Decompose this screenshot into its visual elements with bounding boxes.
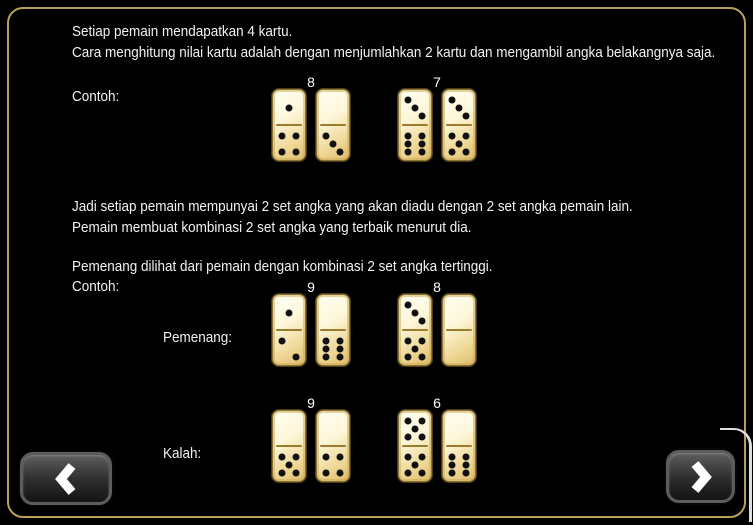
contoh-label-2: Contoh: — [72, 279, 120, 295]
pip — [419, 469, 426, 476]
row-label-kalah: Kalah: — [163, 446, 202, 462]
pip — [404, 417, 411, 424]
pip — [448, 96, 455, 103]
pip — [463, 461, 470, 468]
pip — [278, 148, 285, 155]
domino-half-top — [273, 295, 305, 329]
pip — [412, 104, 419, 111]
instruction-line-4: Pemain membuat kombinasi 2 set angka yang terbaik menurut dia. — [72, 220, 472, 236]
pip — [322, 353, 329, 360]
example-row-contoh — [0, 74, 753, 184]
domino-half-top — [273, 411, 305, 445]
domino-card — [316, 410, 350, 482]
pip — [419, 132, 426, 139]
pip — [404, 453, 411, 460]
pip — [419, 317, 426, 324]
domino-card — [316, 89, 350, 161]
pair-cards — [398, 294, 476, 366]
pip — [463, 112, 470, 119]
pip — [463, 132, 470, 139]
domino-card — [442, 410, 476, 482]
contoh-label-1: Contoh: — [72, 89, 120, 105]
pip — [337, 148, 344, 155]
pip — [293, 353, 300, 360]
pip — [404, 337, 411, 344]
domino-half-bottom — [317, 447, 349, 481]
example-row-pemenang — [0, 279, 753, 389]
pip — [293, 453, 300, 460]
pip — [404, 140, 411, 147]
pair-total-label: 9 — [307, 395, 315, 411]
pip — [448, 132, 455, 139]
pip — [419, 453, 426, 460]
domino-card — [442, 89, 476, 161]
next-button[interactable] — [666, 450, 735, 503]
domino-pairs-container — [0, 395, 753, 505]
pip — [412, 461, 419, 468]
pip — [278, 453, 285, 460]
domino-card — [398, 89, 432, 161]
row-label-pemenang: Pemenang: — [163, 330, 232, 346]
pair-cards — [398, 89, 476, 161]
pip — [278, 469, 285, 476]
pip — [404, 301, 411, 308]
pair-total-label: 8 — [433, 279, 441, 295]
pip — [456, 140, 463, 147]
pip — [463, 453, 470, 460]
example-row-kalah — [0, 395, 753, 505]
domino-card — [442, 294, 476, 366]
pip — [337, 353, 344, 360]
pip — [463, 148, 470, 155]
instruction-line-1: Setiap pemain mendapatkan 4 kartu. — [72, 24, 293, 40]
chevron-left-icon — [53, 462, 79, 496]
domino-half-bottom — [273, 331, 305, 365]
domino-half-bottom — [399, 126, 431, 160]
domino-half-top — [317, 90, 349, 124]
pip — [293, 469, 300, 476]
pip — [456, 104, 463, 111]
pip — [293, 148, 300, 155]
pip — [448, 469, 455, 476]
domino-card — [398, 294, 432, 366]
pip — [419, 112, 426, 119]
pip — [412, 425, 419, 432]
domino-pairs-container — [0, 279, 753, 389]
pip — [337, 469, 344, 476]
pair-total-label: 6 — [433, 395, 441, 411]
pip — [286, 461, 293, 468]
domino-half-bottom — [317, 331, 349, 365]
instruction-line-3: Jadi setiap pemain mempunyai 2 set angka yang akan diadu dengan 2 set angka pemain lain. — [72, 199, 633, 215]
pip — [322, 337, 329, 344]
domino-half-top — [317, 411, 349, 445]
pair-total-label: 7 — [433, 74, 441, 90]
pip — [404, 433, 411, 440]
pair-total-label: 8 — [307, 74, 315, 90]
domino-half-top — [443, 411, 475, 445]
pip — [412, 309, 419, 316]
domino-card — [272, 89, 306, 161]
domino-card — [398, 410, 432, 482]
pip — [322, 469, 329, 476]
instruction-line-2: Cara menghitung nilai kartu adalah dengan menjumlahkan 2 kartu dan mengambil angka belakangnya saja. — [72, 45, 716, 61]
pip — [337, 337, 344, 344]
domino-half-top — [317, 295, 349, 329]
domino-half-top — [443, 295, 475, 329]
domino-pairs-container — [0, 74, 753, 184]
pip — [322, 453, 329, 460]
pip — [322, 132, 329, 139]
domino-card — [316, 294, 350, 366]
domino-half-bottom — [443, 331, 475, 365]
pip — [286, 309, 293, 316]
pip — [419, 353, 426, 360]
pip — [419, 148, 426, 155]
pip — [337, 345, 344, 352]
domino-half-top — [399, 411, 431, 445]
domino-half-bottom — [443, 126, 475, 160]
pair-cards — [272, 294, 350, 366]
domino-half-top — [273, 90, 305, 124]
pair-cards — [398, 410, 476, 482]
domino-half-bottom — [399, 447, 431, 481]
pip — [448, 461, 455, 468]
pip — [278, 337, 285, 344]
pair-total-label: 9 — [307, 279, 315, 295]
pip — [404, 96, 411, 103]
pip — [337, 453, 344, 460]
pip — [419, 417, 426, 424]
chevron-right-icon — [688, 460, 714, 494]
domino-half-top — [399, 295, 431, 329]
pair-cards — [272, 410, 350, 482]
pip — [412, 345, 419, 352]
domino-card — [272, 294, 306, 366]
domino-half-top — [443, 90, 475, 124]
pip — [404, 132, 411, 139]
pip — [278, 132, 285, 139]
pair-cards — [272, 89, 350, 161]
domino-half-bottom — [443, 447, 475, 481]
pip — [404, 148, 411, 155]
pip — [419, 433, 426, 440]
pip — [448, 148, 455, 155]
prev-button[interactable] — [20, 452, 112, 505]
domino-half-bottom — [317, 126, 349, 160]
domino-half-bottom — [273, 447, 305, 481]
pip — [419, 140, 426, 147]
pip — [404, 353, 411, 360]
pip — [404, 469, 411, 476]
pip — [293, 132, 300, 139]
pip — [286, 104, 293, 111]
pip — [419, 337, 426, 344]
domino-half-top — [399, 90, 431, 124]
instruction-line-5: Pemenang dilihat dari pemain dengan kombinasi 2 set angka tertinggi. — [72, 259, 493, 275]
pip — [448, 453, 455, 460]
domino-half-bottom — [399, 331, 431, 365]
pip — [322, 345, 329, 352]
domino-card — [272, 410, 306, 482]
pip — [463, 469, 470, 476]
domino-half-bottom — [273, 126, 305, 160]
pip — [330, 140, 337, 147]
